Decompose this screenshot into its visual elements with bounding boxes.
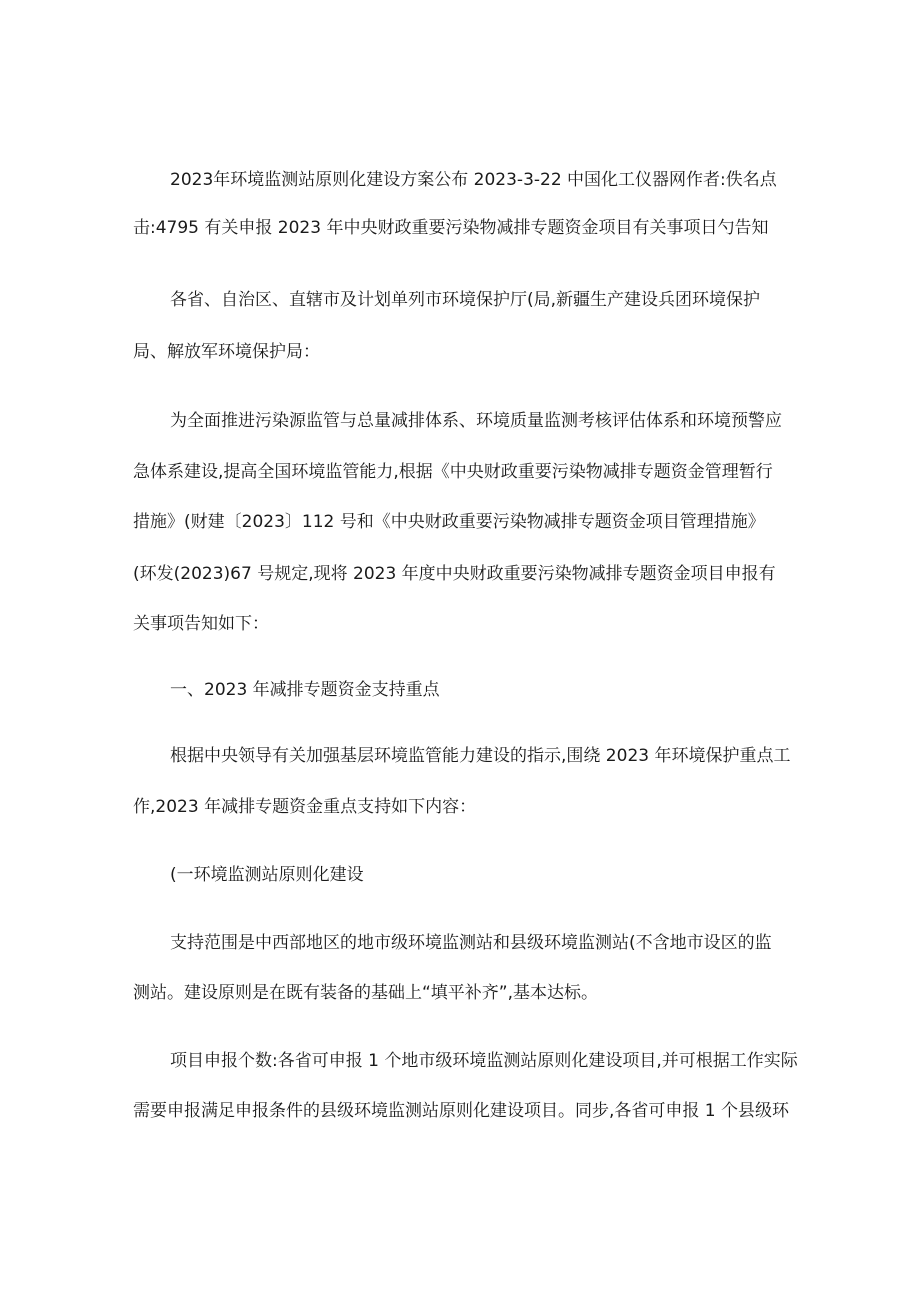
- paragraph-line-13: 测站。建设原则是在既有装备的基础上“填平补齐”,基本达标。: [133, 983, 599, 1003]
- paragraph-line-5: 为全面推进污染源监管与总量减排体系、环境质量监测考核评估体系和环境预警应: [170, 411, 782, 431]
- paragraph-line-14: 项目申报个数:各省可申报 1 个地市级环境监测站原则化建设项目,并可根据工作实际: [170, 1051, 798, 1071]
- paragraph-line-15: 需要申报满足申报条件的县级环境监测站原则化建设项目。同步,各省可申报 1 个县级环: [133, 1101, 790, 1121]
- paragraph-line-6: 急体系建设,提高全国环境监管能力,根据《中央财政重要污染物减排专题资金管理暂行: [133, 462, 773, 482]
- paragraph-line-2: 击:4795 有关申报 2023 年中央财政重要污染物减排专题资金项目有关事项日勺告知: [133, 218, 769, 238]
- section-heading-1: 一、2023 年减排专题资金支持重点: [170, 680, 440, 700]
- paragraph-line-7: 措施》(财建〔2023〕112 号和《中央财政重要污染物减排专题资金项目管理措施》: [133, 512, 765, 532]
- paragraph-line-3: 各省、自治区、直辖市及计划单列市环境保护厅(局,新疆生产建设兵团环境保护: [170, 290, 761, 310]
- paragraph-line-11: 作,2023 年减排专题资金重点支持如下内容：: [133, 797, 477, 817]
- subsection-heading-1: (一环境监测站原则化建设: [170, 865, 364, 885]
- paragraph-line-9: 关事项告知如下：: [133, 614, 269, 634]
- paragraph-line-8: (环发(2023)67 号规定,现将 2023 年度中央财政重要污染物减排专题资金项目申报有: [133, 564, 776, 584]
- paragraph-line-10: 根据中央领导有关加强基层环境监管能力建设的指示,围绕 2023 年环境保护重点工: [170, 746, 791, 766]
- paragraph-line-12: 支持范围是中西部地区的地市级环境监测站和县级环境监测站(不含地市设区的监: [170, 933, 772, 953]
- paragraph-line-1: 2023年环境监测站原则化建设方案公布 2023-3-22 中国化工仪器网作者:佚名点: [170, 170, 777, 190]
- paragraph-line-4: 局、解放军环境保护局：: [133, 342, 320, 362]
